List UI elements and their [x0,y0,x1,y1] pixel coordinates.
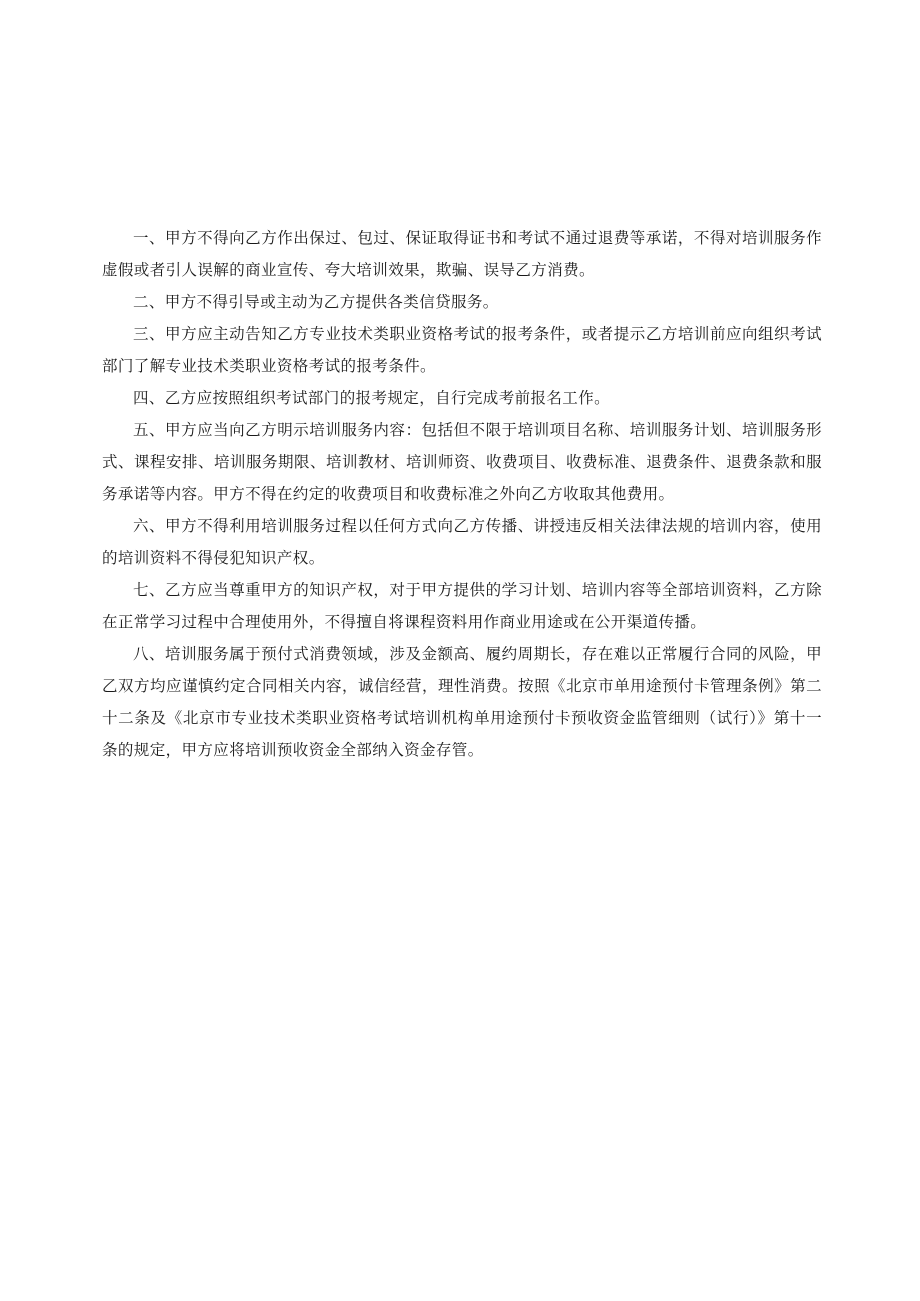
contract-clauses [102,222,822,766]
clause-8: 八、培训服务属于预付式消费领域，涉及金额高、履约周期长，存在难以正常履行合同的风险，甲乙双方均应谨慎约定合同相关内容，诚信经营，理性消费。按照《北京市单用途预付卡管理条例》第二十二条及《北京市专业技术类职业资格考试培训机构单用途预付卡预收资金监管细则（试行）》第十一条的规定，甲方应将培训预收资金全部纳入资金存管。 [102,645,822,759]
clause-4: 四、乙方应按照组织考试部门的报考规定，自行完成考前报名工作。 [133,389,611,407]
clause-1: 一、甲方不得向乙方作出保过、包过、保证取得证书和考试不通过退费等承诺，不得对培训服务作虚假或者引人误解的商业宣传、夸大培训效果，欺骗、误导乙方消费。 [102,229,822,279]
clause-2: 二、甲方不得引导或主动为乙方提供各类信贷服务。 [133,293,499,311]
clause-7: 七、乙方应当尊重甲方的知识产权，对于甲方提供的学习计划、培训内容等全部培训资料，乙方除在正常学习过程中合理使用外，不得擅自将课程资料用作商业用途或在公开渠道传播。 [102,581,822,631]
clause-3: 三、甲方应主动告知乙方专业技术类职业资格考试的报考条件，或者提示乙方培训前应向组织考试部门了解专业技术类职业资格考试的报考条件。 [102,325,822,375]
clause-6: 六、甲方不得利用培训服务过程以任何方式向乙方传播、讲授违反相关法律法规的培训内容，使用的培训资料不得侵犯知识产权。 [102,517,822,567]
clause-5: 五、甲方应当向乙方明示培训服务内容：包括但不限于培训项目名称、培训服务计划、培训服务形式、课程安排、培训服务期限、培训教材、培训师资、收费项目、收费标准、退费条件、退费条款和服务承诺等内容。甲方不得在约定的收费项目和收费标准之外向乙方收取其他费用。 [102,421,822,503]
